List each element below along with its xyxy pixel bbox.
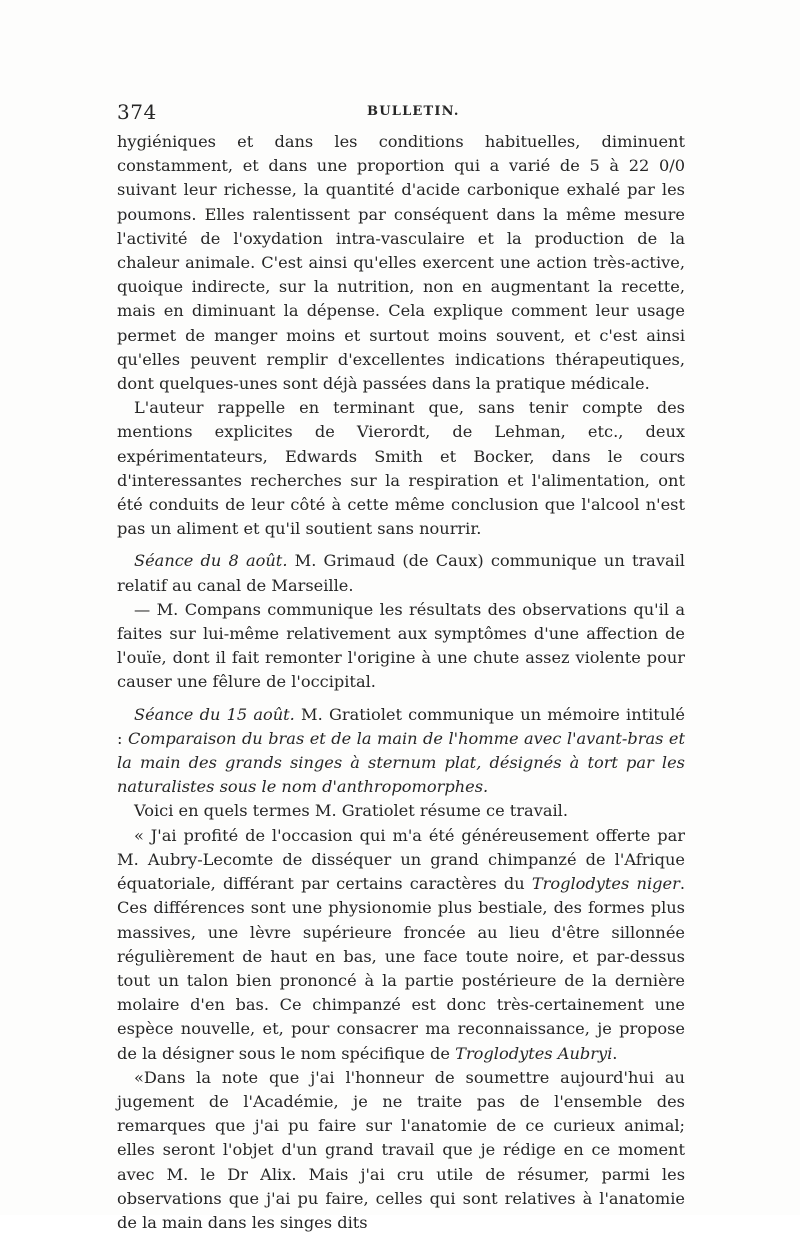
paragraph-text: Voici en quels termes M. Gratiolet résume ce travail. [134,801,568,821]
paragraph-gratiolet-summary [117,799,685,823]
seance-date: Séance du 15 août. [134,704,295,724]
paragraph-seance-15-aout [117,703,685,800]
paragraph-text: . [612,1043,618,1063]
paragraph-text: M. Grimaud (de Caux) communique un travail relatif au canal de Marseille. [117,551,685,595]
species-name: Troglodytes Aubryi [455,1043,613,1063]
running-head: BULLETIN. [367,104,460,119]
paragraph-author-conclusion [117,396,685,541]
body-text [117,130,685,1235]
paragraph-text: L'auteur rappelle en terminant que, sans tenir compte des mentions explicites de Vierordt, de Lehman, etc., deux expérimentateurs, Edwards Smith et Bocker, dans le cours d'interessantes recherches sur la respiration et l'alimentation, ont été conduits de leur côté à cette même conclusion que l'alcool n'est pas un aliment et qu'il soutient sans nourrir. [117,398,685,539]
paragraph-academy-note [117,1066,685,1235]
paragraph-text: hygiéniques et dans les conditions habituelles, diminuent constamment, et dans une proportion qui a varié de 5 à 22 0/0 suivant leur richesse, la quantité d'acide carbonique exhalé par les poumons. Elles ralentissent par conséquent dans la même mesure l'activité de l'oxydation intra-vasculaire et la production de la chaleur animale. C'est ainsi qu'elles exercent une action très-active, quoique indirecte, sur la nutrition, non en augmentant la recette, mais en diminuant la dépense. Cela explique comment leur usage permet de manger moins et surtout moins souvent, et c'est ainsi qu'elles peuvent remplir d'excellentes indications thérapeutiques, dont quelques-unes sont déjà passées dans la pratique médicale. [117,132,685,394]
page-header [117,100,685,124]
paragraph-text: « J'ai profité de l'occasion qui m'a été généreusement offerte par M. Aubry-Lecomte de disséquer un grand chimpanzé de l'Afrique équatoriale, différant par certains caractères du [117,825,685,894]
seance-date: Séance du 8 août. [134,551,288,571]
page-number: 374 [117,100,157,124]
paragraph-alcohol-effects [117,130,685,396]
memoir-title: Comparaison du bras et de la main de l'homme avec l'avant-bras et la main des grands singes à sternum plat, désignés à tort par les naturalistes sous le nom d'anthropomorphes. [117,728,685,797]
paragraph-text: — M. Compans communique les résultats des observations qu'il a faites sur lui-même relativement aux symptômes d'une affection de l'ouïe, dont il fait remonter l'origine à une chute assez violente pour causer une fêlure de l'occipital. [117,599,685,692]
species-name: Troglodytes niger [531,874,680,894]
paragraph-chimpanzee [117,824,685,1066]
paragraph-text: . Ces différences sont une physionomie plus bestiale, des formes plus massives, une lèvre supérieure froncée au lieu d'être sillonnée régulièrement de haut en bas, une face toute noire, et par-dessus tout un talon bien prononcé à la partie postérieure de la dernière molaire d'en bas. Ce chimpanzé est donc très-certainement une espèce nouvelle, et, pour consacrer ma reconnaissance, je propose de la désigner sous le nom spécifique de [117,874,685,1063]
paragraph-compans [117,598,685,695]
paragraph-text: «Dans la note que j'ai l'honneur de soumettre aujourd'hui au jugement de l'Académie, je ne traite pas de l'ensemble des remarques que j'ai pu faire sur l'anatomie de ce curieux animal; elles seront l'objet d'un grand travail que je rédige en ce moment avec M. le Dr Alix. Mais j'ai cru utile de résumer, parmi les observations que j'ai pu faire, celles qui sont relatives à l'anatomie de la main dans les singes dits [117,1067,685,1232]
paragraph-text: M. Gratiolet communique un mémoire intitulé : [117,704,685,748]
paragraph-seance-8-aout [117,549,685,597]
